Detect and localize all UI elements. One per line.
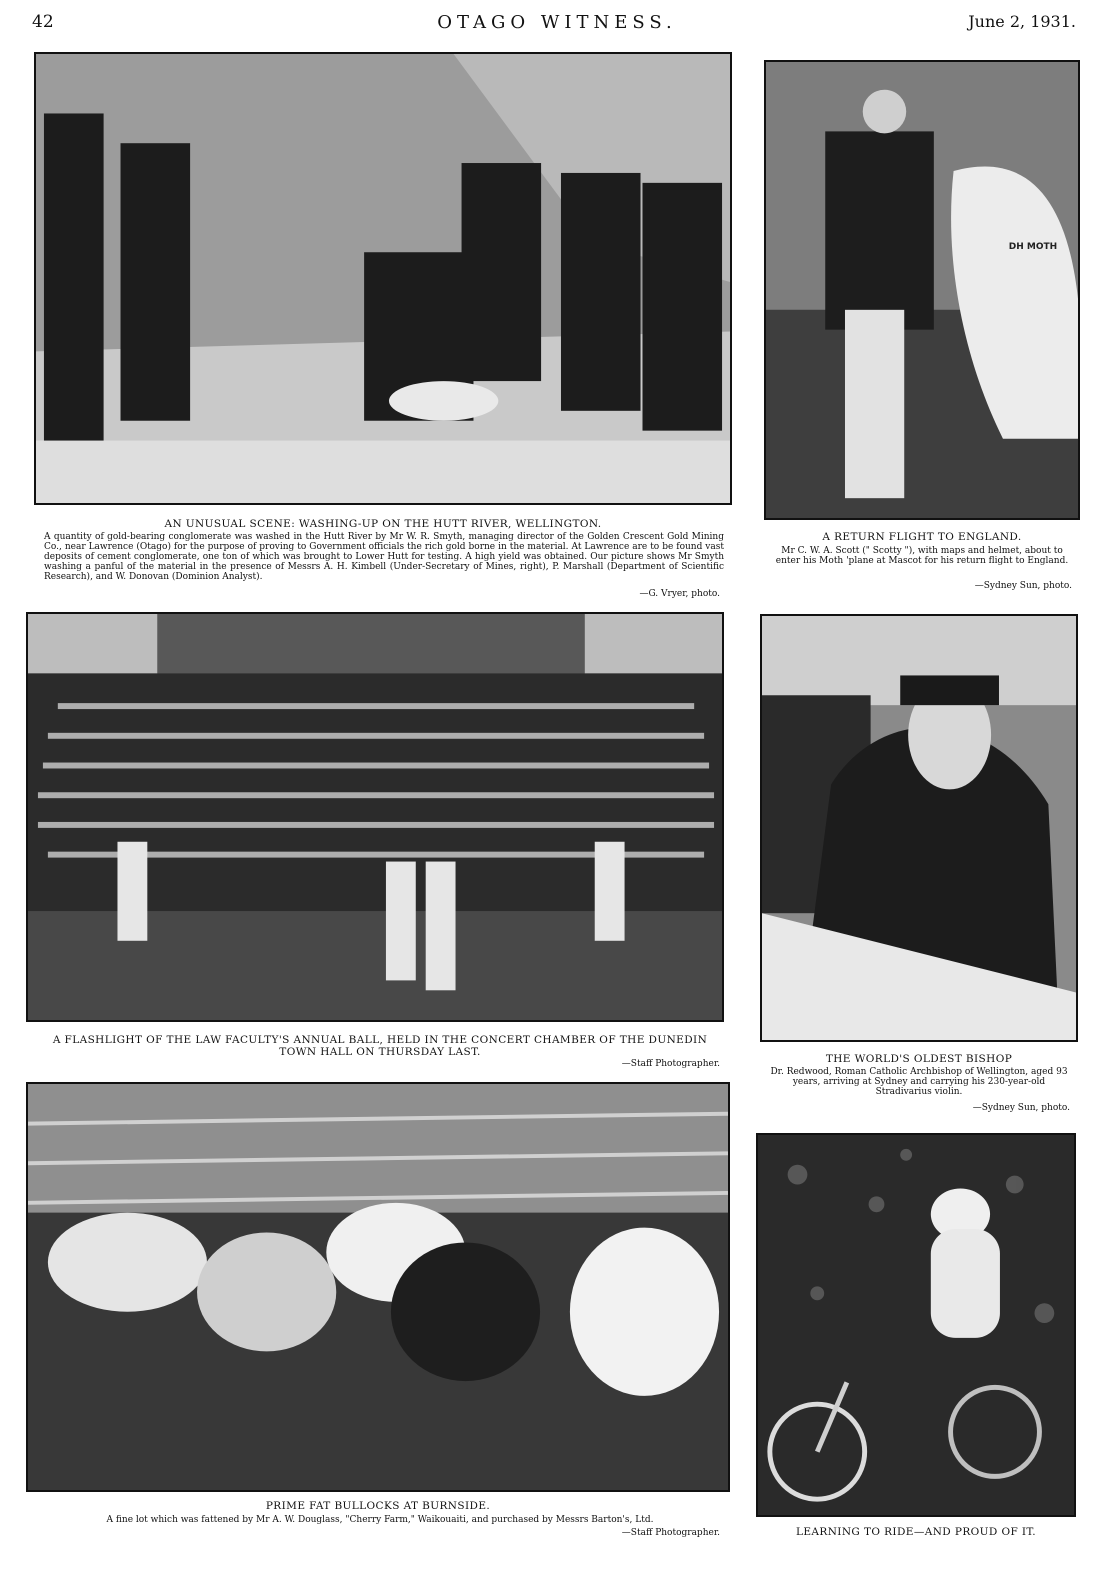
- caption-title-learning-to-ride: LEARNING TO RIDE—AND PROUD OF IT.: [795, 1526, 1037, 1538]
- hutt-river-illustration: [36, 54, 730, 503]
- caption-title-law-ball: A FLASHLIGHT OF THE LAW FACULTY'S ANNUAL BALL, HELD IN THE CONCERT CHAMBER OF THE DUNEDIN TOWN HALL ON THURSDAY LAST.: [52, 1034, 708, 1058]
- photo-fat-bullocks: [26, 1082, 730, 1492]
- oldest-bishop-illustration: [762, 616, 1076, 1040]
- plane-badge: DH MOTH: [1008, 242, 1058, 252]
- credit-hutt-river: —G. Vryer, photo.: [639, 589, 720, 599]
- law-ball-illustration: [28, 614, 722, 1020]
- page-number: 42: [32, 12, 54, 32]
- learning-to-ride-illustration: [758, 1135, 1074, 1515]
- photo-learning-to-ride: [756, 1133, 1076, 1517]
- caption-title-return-flight: A RETURN FLIGHT TO ENGLAND.: [822, 531, 1022, 543]
- newspaper-title: OTAGO WITNESS.: [437, 12, 677, 33]
- caption-body-hutt-river: A quantity of gold-bearing conglomerate was washed in the Hutt River by Mr W. R. Smyth, managing director of the Golden Crescent Gold Mining Co., near Lawrence (Otago) for the purpose of proving to Government officials the rich gold borne in the material. At Lawrence are to be found vast deposits of cement conglomerate, one ton of which was brought to Lower Hutt for testing. A high yield was obtained. Our picture shows Mr Smyth washing a panful of the material in the presence of Messrs A. H. Kimbell (Under-Secretary of Mines, right), P. Marshall (Department of Scientific Research), and W. Donovan (Dominion Analyst).: [44, 532, 724, 582]
- caption-title-fat-bullocks: PRIME FAT BULLOCKS AT BURNSIDE.: [265, 1500, 491, 1512]
- photo-hutt-river: [34, 52, 732, 505]
- credit-fat-bullocks: —Staff Photographer.: [621, 1528, 720, 1538]
- caption-body-fat-bullocks: A fine lot which was fattened by Mr A. W. Douglass, "Cherry Farm," Waikouaiti, and purchased by Messrs Barton's, Ltd.: [106, 1515, 654, 1525]
- credit-law-ball: —Staff Photographer.: [621, 1059, 720, 1069]
- caption-title-oldest-bishop: THE WORLD'S OLDEST BISHOP: [825, 1053, 1013, 1065]
- fat-bullocks-illustration: [28, 1084, 728, 1490]
- caption-body-return-flight: Mr C. W. A. Scott (" Scotty "), with maps and helmet, about to enter his Moth 'plane at Mascot for his return flight to England.: [775, 546, 1069, 566]
- photo-return-flight: [764, 60, 1080, 520]
- return-flight-illustration: [766, 62, 1078, 518]
- caption-body-oldest-bishop: Dr. Redwood, Roman Catholic Archbishop of Wellington, aged 93 years, arriving at Sydney and carrying his 230-year-old Stradivarius violin.: [770, 1067, 1068, 1097]
- photo-oldest-bishop: [760, 614, 1078, 1042]
- credit-oldest-bishop: —Sydney Sun, photo.: [972, 1103, 1070, 1113]
- credit-return-flight: —Sydney Sun, photo.: [974, 581, 1072, 591]
- caption-title-hutt-river: AN UNUSUAL SCENE: WASHING-UP ON THE HUTT RIVER, WELLINGTON.: [164, 518, 602, 530]
- photo-law-ball: [26, 612, 724, 1022]
- issue-date: June 2, 1931.: [968, 12, 1076, 31]
